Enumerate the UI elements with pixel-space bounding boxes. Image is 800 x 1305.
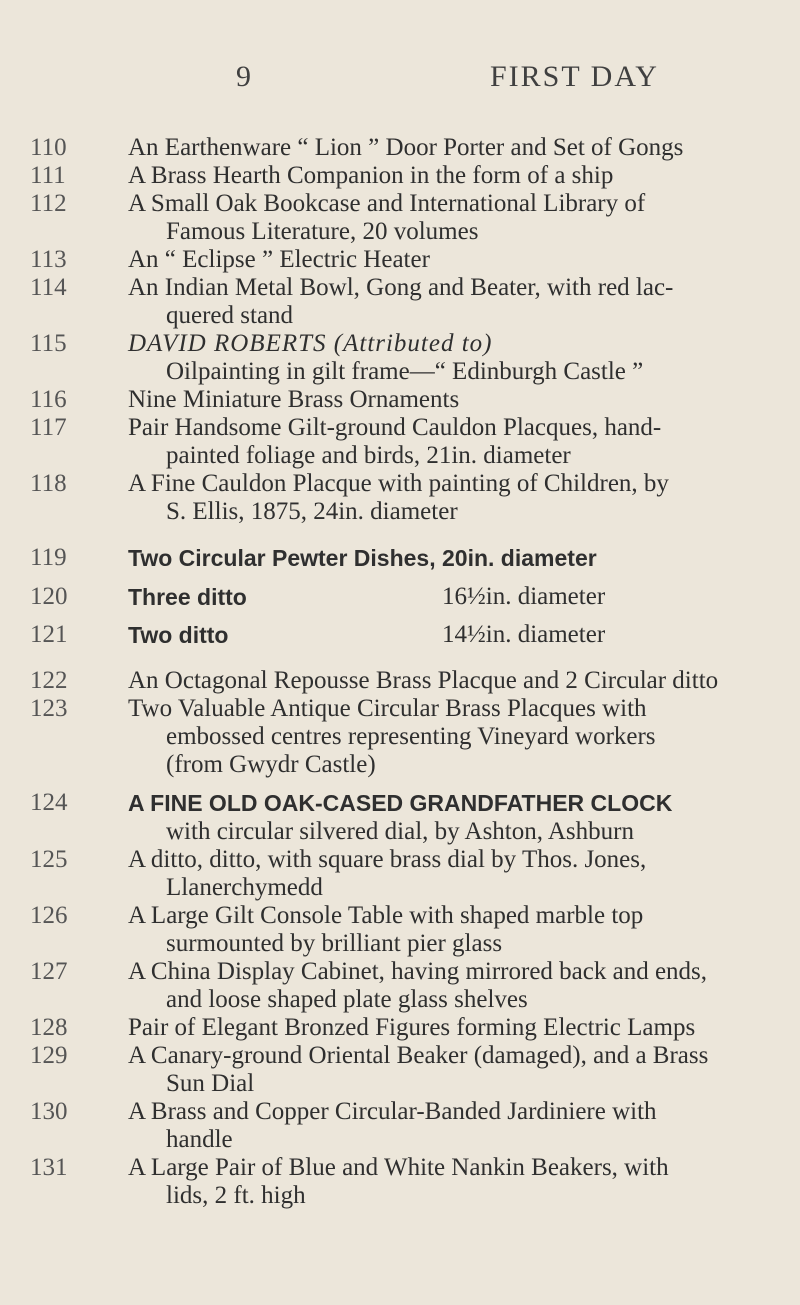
page-header bbox=[0, 60, 800, 100]
lot-description-cont: painted foliage and birds, 21in. diameter bbox=[166, 442, 571, 469]
lot-number: 110 bbox=[30, 134, 67, 161]
lot-number: 121 bbox=[30, 621, 68, 648]
lot-129 bbox=[0, 1042, 800, 1098]
lot-number: 127 bbox=[30, 958, 68, 985]
lot-126 bbox=[0, 902, 800, 958]
lot-description-cont: with circular silvered dial, by Ashton, Ashburn bbox=[166, 818, 634, 845]
lot-description: A Small Oak Bookcase and International Library of bbox=[128, 190, 646, 217]
lot-131 bbox=[0, 1154, 800, 1210]
lot-description: Two ditto bbox=[128, 622, 229, 648]
lot-description: An Octagonal Repousse Brass Placque and 2 Circular ditto bbox=[128, 667, 719, 694]
lot-number: 125 bbox=[30, 846, 68, 873]
lot-description: Two Circular Pewter Dishes, 20in. diameter bbox=[128, 545, 597, 571]
page-number: 9 bbox=[236, 60, 251, 93]
lot-number: 122 bbox=[30, 667, 68, 694]
lot-number: 113 bbox=[30, 246, 67, 273]
artist-attribution: DAVID ROBERTS (Attributed to) bbox=[128, 330, 493, 357]
lot-117 bbox=[0, 414, 800, 470]
lot-number: 123 bbox=[30, 695, 68, 722]
lot-description-cont: Oilpainting in gilt frame—“ Edinburgh Castle ” bbox=[166, 358, 644, 385]
lot-description: A Fine Cauldon Placque with painting of Children, by bbox=[128, 470, 669, 497]
lot-120 bbox=[0, 583, 800, 611]
lot-116 bbox=[0, 386, 800, 414]
running-title: FIRST DAY bbox=[490, 60, 659, 93]
lot-description: A Brass Hearth Companion in the form of a ship bbox=[128, 162, 614, 189]
lot-130 bbox=[0, 1098, 800, 1154]
lot-description-cont: embossed centres representing Vineyard workers bbox=[166, 723, 656, 750]
lot-110 bbox=[0, 134, 800, 162]
lot-list bbox=[0, 134, 800, 1210]
lot-description: Pair of Elegant Bronzed Figures forming Electric Lamps bbox=[128, 1014, 696, 1041]
lot-number: 115 bbox=[30, 330, 67, 357]
lot-113 bbox=[0, 246, 800, 274]
lot-127 bbox=[0, 958, 800, 1014]
lot-number: 116 bbox=[30, 386, 67, 413]
lot-number: 112 bbox=[30, 190, 67, 217]
lot-description: Nine Miniature Brass Ornaments bbox=[128, 386, 460, 413]
lot-description-cont: Sun Dial bbox=[166, 1070, 255, 1097]
lot-description: An “ Eclipse ” Electric Heater bbox=[128, 246, 430, 273]
lot-description-cont: S. Ellis, 1875, 24in. diameter bbox=[166, 498, 458, 525]
lot-number: 124 bbox=[30, 789, 68, 816]
lot-number: 119 bbox=[30, 544, 67, 571]
lot-number: 120 bbox=[30, 583, 68, 610]
lot-128 bbox=[0, 1014, 800, 1042]
lot-description: An Indian Metal Bowl, Gong and Beater, with red lac- bbox=[128, 274, 674, 301]
lot-description-cont: Llanerchymedd bbox=[166, 874, 323, 901]
lot-size: 14½in. diameter bbox=[442, 621, 606, 648]
lot-size: 16½in. diameter bbox=[442, 583, 606, 610]
lot-description: A FINE OLD OAK-CASED GRANDFATHER CLOCK bbox=[128, 790, 673, 816]
lot-description: A China Display Cabinet, having mirrored back and ends, bbox=[128, 958, 708, 985]
lot-description: Pair Handsome Gilt-ground Cauldon Placques, hand- bbox=[128, 414, 662, 441]
lot-112 bbox=[0, 190, 800, 246]
lot-description: A Large Gilt Console Table with shaped marble top bbox=[128, 902, 644, 929]
lot-description-cont: handle bbox=[166, 1126, 233, 1153]
lot-description: Three ditto bbox=[128, 584, 247, 610]
lot-description: A Brass and Copper Circular-Banded Jardiniere with bbox=[128, 1098, 657, 1125]
lot-122 bbox=[0, 667, 800, 695]
lot-124 bbox=[0, 789, 800, 846]
lot-125 bbox=[0, 846, 800, 902]
lot-description-cont: lids, 2 ft. high bbox=[166, 1182, 306, 1209]
lot-description: A Canary-ground Oriental Beaker (damaged), and a Brass bbox=[128, 1042, 709, 1069]
lot-number: 130 bbox=[30, 1098, 68, 1125]
lot-118 bbox=[0, 470, 800, 526]
lot-number: 128 bbox=[30, 1014, 68, 1041]
lot-description-cont: (from Gwydr Castle) bbox=[166, 751, 376, 778]
lot-description-cont: and loose shaped plate glass shelves bbox=[166, 986, 528, 1013]
lot-description-cont: quered stand bbox=[166, 302, 294, 329]
lot-number: 114 bbox=[30, 274, 67, 301]
lot-description: A ditto, ditto, with square brass dial by Thos. Jones, bbox=[128, 846, 647, 873]
lot-description: An Earthenware “ Lion ” Door Porter and Set of Gongs bbox=[128, 134, 684, 161]
lot-123 bbox=[0, 695, 800, 779]
lot-115 bbox=[0, 330, 800, 386]
lot-number: 111 bbox=[30, 162, 66, 189]
lot-114 bbox=[0, 274, 800, 330]
lot-number: 118 bbox=[30, 470, 67, 497]
lot-number: 129 bbox=[30, 1042, 68, 1069]
lot-number: 117 bbox=[30, 414, 67, 441]
lot-119 bbox=[0, 544, 800, 573]
lot-description: Two Valuable Antique Circular Brass Placques with bbox=[128, 695, 647, 722]
lot-111 bbox=[0, 162, 800, 190]
lot-description-cont: surmounted by brilliant pier glass bbox=[166, 930, 503, 957]
lot-121 bbox=[0, 621, 800, 649]
lot-number: 131 bbox=[30, 1154, 68, 1181]
lot-description-cont: Famous Literature, 20 volumes bbox=[166, 218, 479, 245]
lot-description: A Large Pair of Blue and White Nankin Beakers, with bbox=[128, 1154, 669, 1181]
lot-number: 126 bbox=[30, 902, 68, 929]
